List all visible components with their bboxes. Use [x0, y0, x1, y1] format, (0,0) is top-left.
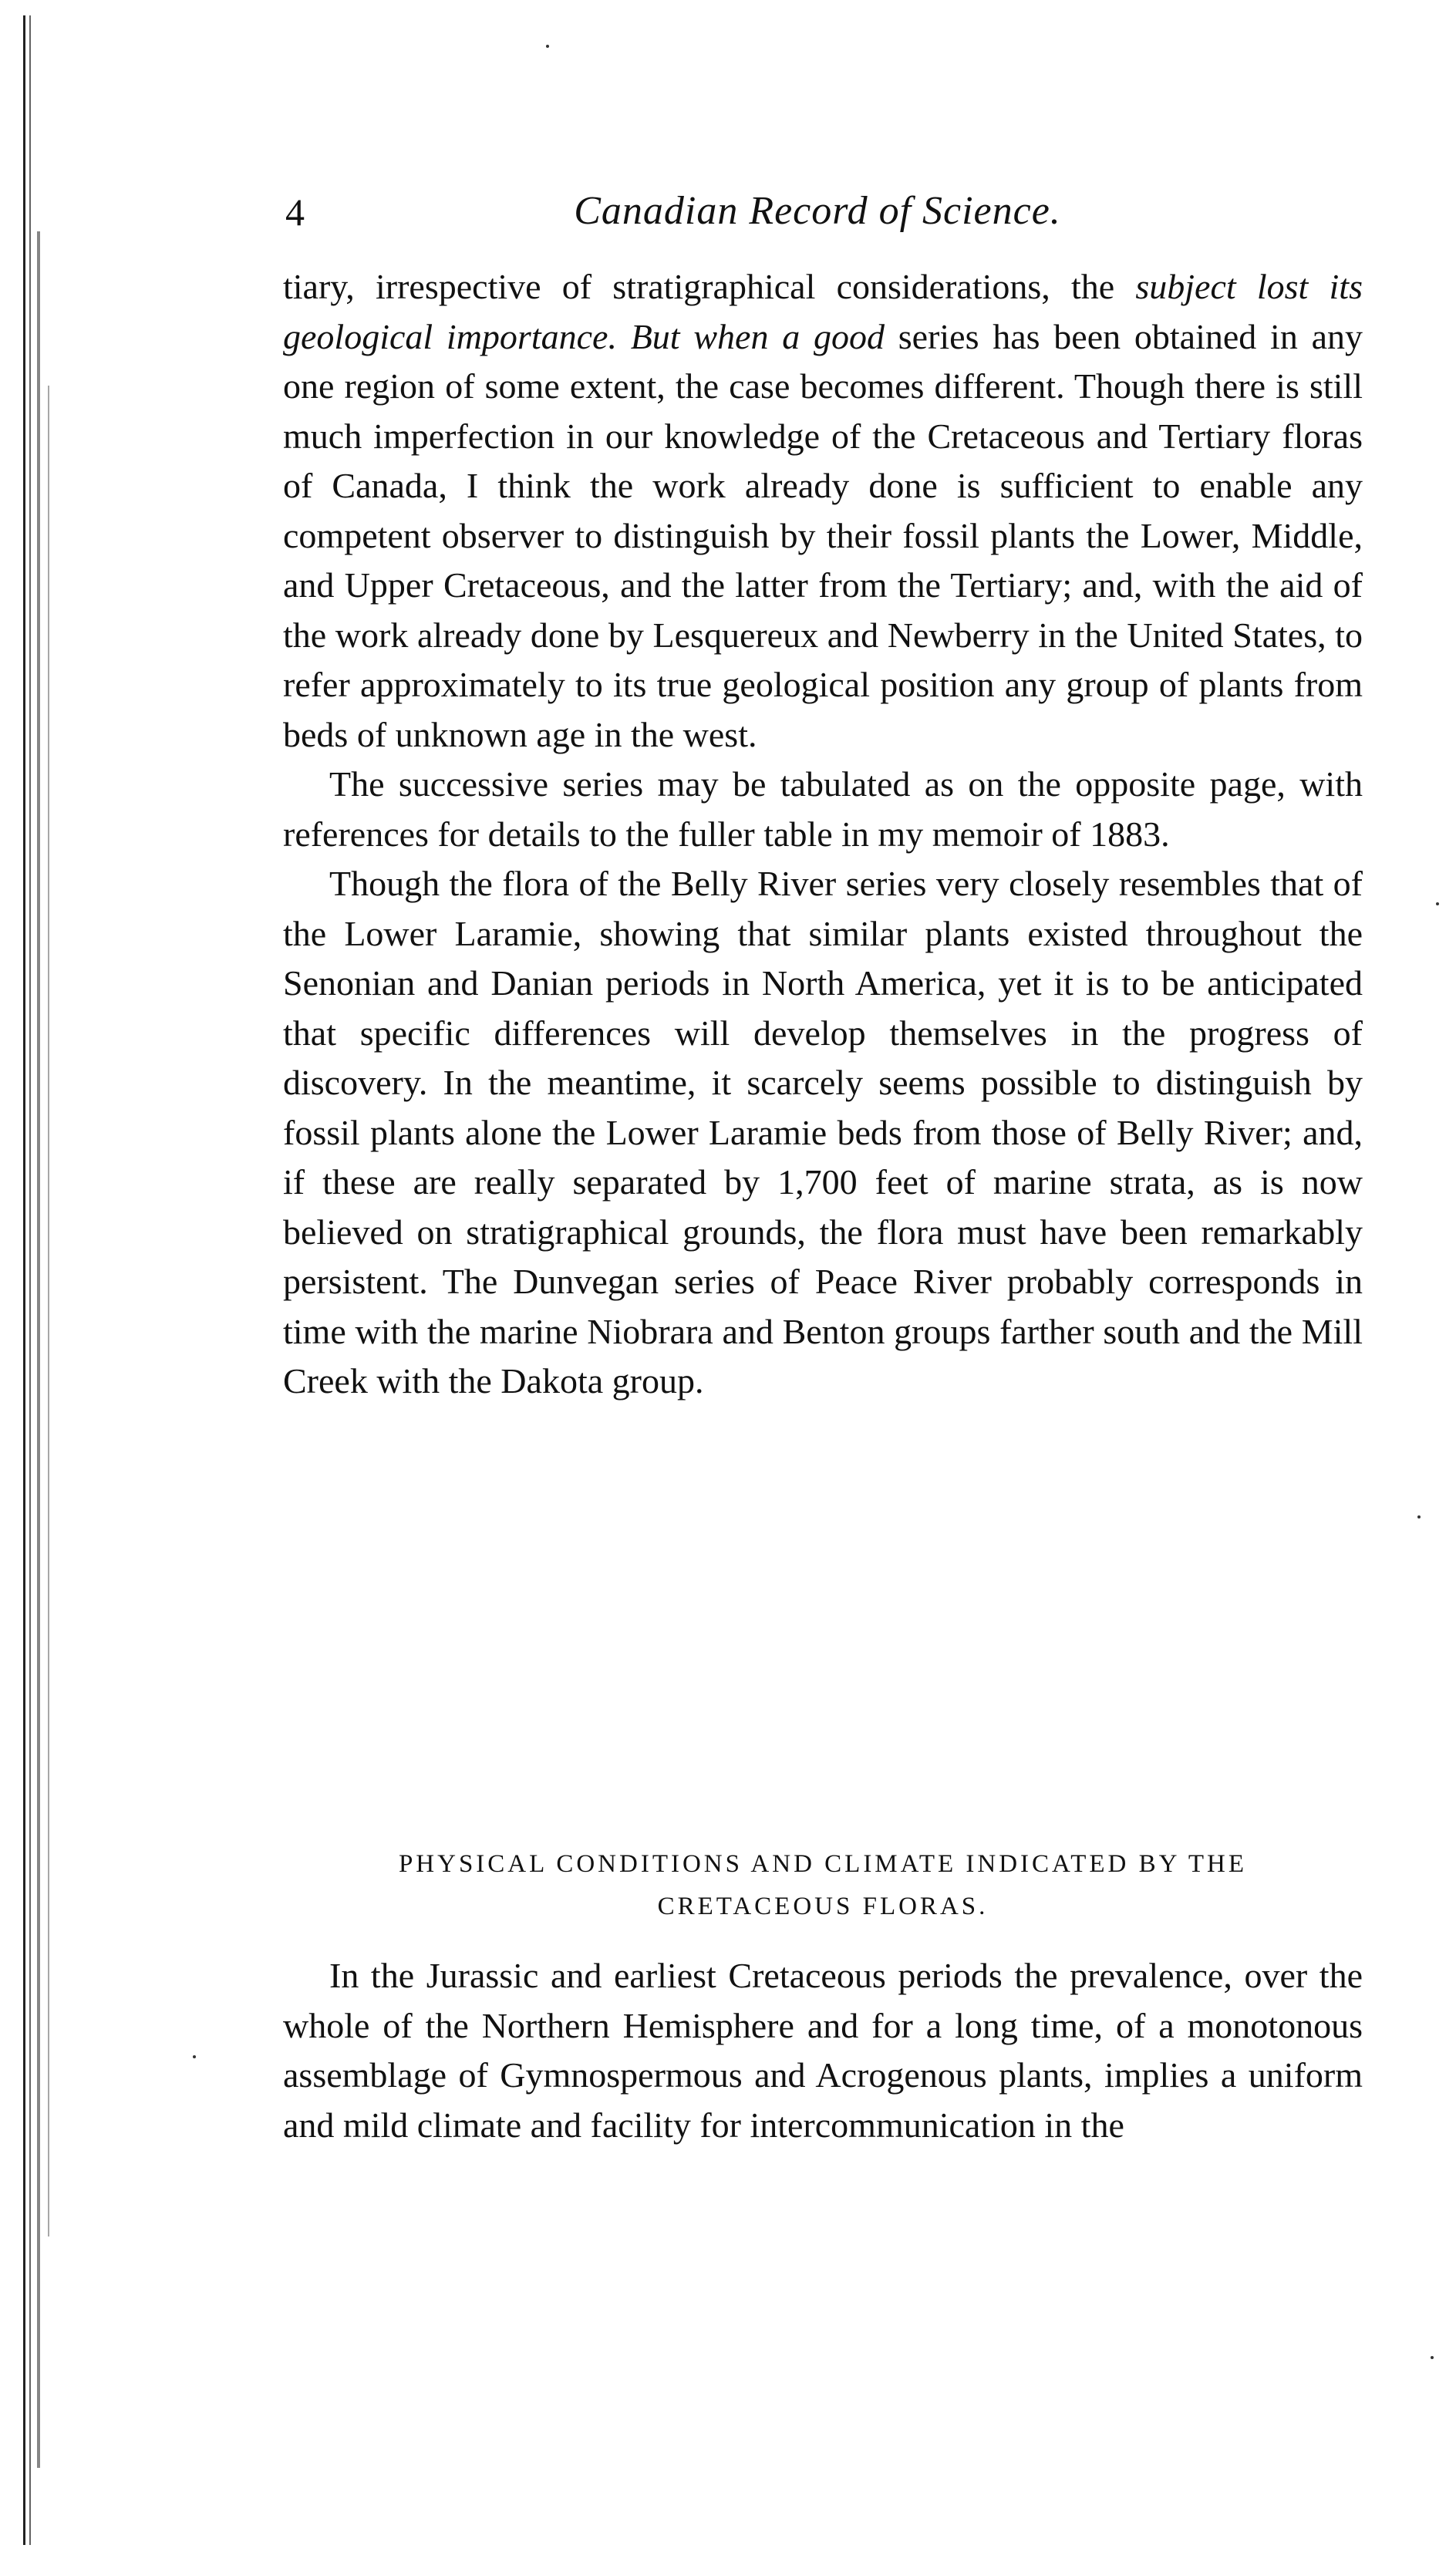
body-text [283, 262, 1363, 1407]
section-heading [283, 1843, 1363, 1928]
paragraph: Though the flora of the Belly River series very closely resembles that of the Lower Laramie, showing that similar plants existed throughout the Senonian and Danian periods in North America, yet it is to be anticipated that specific differences will develop themselves in the progress of discovery. In the meantime, it scarcely seems possible to distinguish by fossil plants alone the Lower Laramie beds from those of Belly River; and, if these are really separated by 1,700 feet of marine strata, as is now believed on stratigraphical grounds, the flora must have been remarkably persistent. The Dunvegan series of Peace River probably corresponds in time with the marine Niobrara and Benton groups farther south and the Mill Creek with the Dakota group. [283, 864, 1363, 1401]
binding-rule [48, 386, 49, 2236]
paragraph-continued [283, 262, 1363, 760]
paragraph: In the Jurassic and earliest Cretaceous periods the prevalence, over the whole of the Northern Hemisphere and for a long time, of a monotonous assemblage of Gymnospermous and Acrogenous plants, implies a uniform and mild climate and facility for intercommunication in the [283, 1956, 1363, 2145]
paragraph-lead: tiary, irrespective of stratigraphical considerations, the [283, 267, 1115, 306]
speck [1431, 2356, 1434, 2359]
section-text [283, 1951, 1363, 2150]
running-head: Canadian Record of Science. [574, 189, 1061, 233]
paragraph-rest: series has been obtained in any one region of some extent, the case becomes different. Though there is still much imperfection in our knowledge of the Cretaceous and Tertiary floras of Canada, I think the work already done is sufficient to enable any competent observer to distinguish by their fossil plants the Lower, Middle, and Upper Cretaceous, and the latter from the Tertiary; and, with the aid of the work already done by Lesquereux and Newberry in the United States, to refer approximately to its true geological position any group of plants from beds of unknown age in the west. [283, 316, 1363, 754]
paragraph: The successive series may be tabulated as on the opposite page, with references for details to the fuller table in my memoir of 1883. [283, 764, 1363, 854]
section-heading-line: PHYSICAL CONDITIONS AND CLIMATE INDICATED BY THE [398, 1850, 1248, 1878]
binding-rule [23, 15, 25, 2545]
speck [193, 2055, 196, 2058]
speck [546, 45, 549, 48]
binding-rule [29, 15, 31, 2545]
binding-rule [37, 231, 40, 2468]
italic-phrase: subject lost its geological importance. But when a good [283, 267, 1363, 356]
binding-edge [0, 0, 93, 2555]
speck [1417, 1515, 1421, 1519]
speck [1436, 902, 1439, 905]
page-number: 4 [285, 190, 305, 234]
page-header [270, 185, 1365, 247]
section-heading-line: CRETACEOUS FLORAS. [657, 1893, 989, 1920]
